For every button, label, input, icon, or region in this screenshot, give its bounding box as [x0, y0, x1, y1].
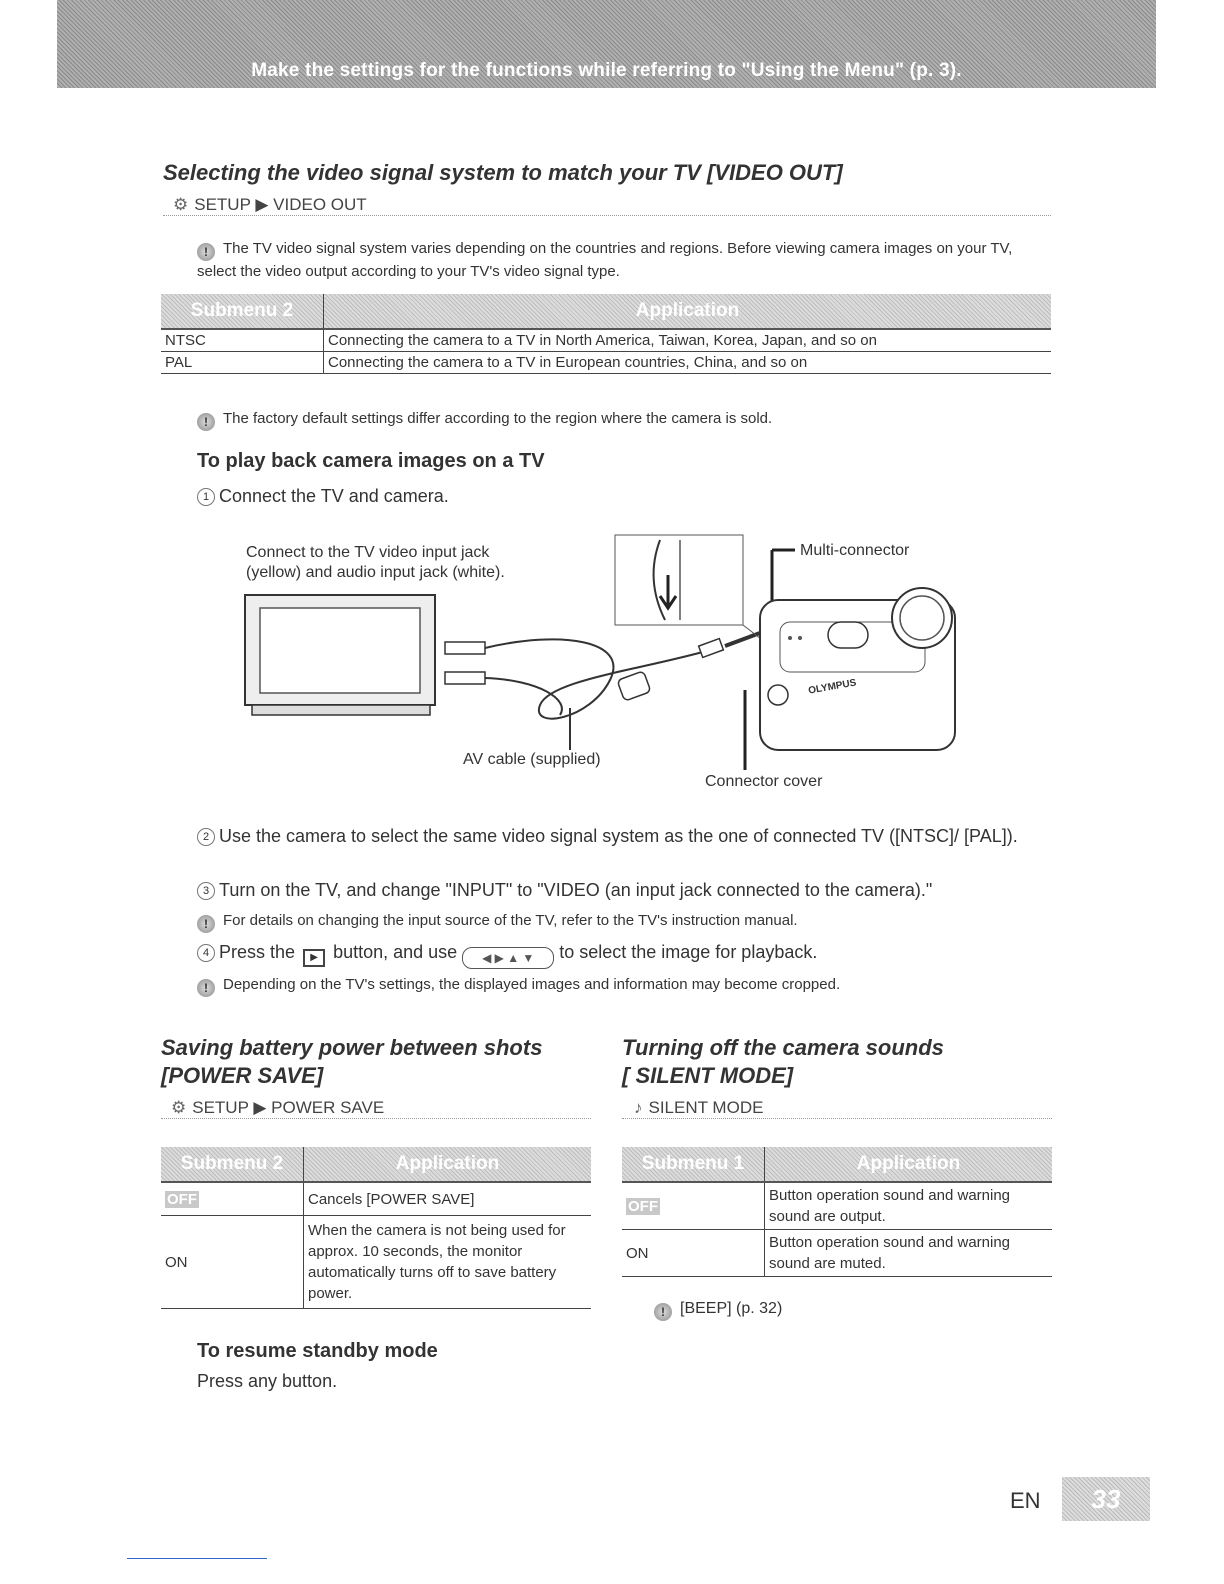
table-header: Application: [765, 1147, 1053, 1182]
playback-note3: ! For details on changing the input source of the TV, refer to the TV's instruction manual.: [197, 910, 1057, 933]
silent-mode-path: ♪ SILENT MODE: [622, 1098, 1052, 1119]
table-row: ON When the camera is not being used for approx. 10 seconds, the monitor automatically turns off to save battery power.: [161, 1216, 591, 1309]
playback-button-icon: ▶: [303, 949, 325, 967]
playback-note4: ! Depending on the TV's settings, the displayed images and information may become cropped.: [197, 974, 1057, 997]
table-header: Submenu 1: [622, 1147, 765, 1182]
note-icon: !: [197, 413, 215, 431]
av-plug-icon: [445, 642, 485, 684]
note-icon: !: [197, 243, 215, 261]
table-header: Application: [304, 1147, 592, 1182]
table-row: NTSC Connecting the camera to a TV in North America, Taiwan, Korea, Japan, and so on: [161, 329, 1051, 352]
video-out-note2: ! The factory default settings differ according to the region where the camera is sold.: [197, 408, 1047, 431]
table-row: OFF Button operation sound and warning sound are output.: [622, 1182, 1052, 1230]
banner-text: Make the settings for the functions while referring to "Using the Menu" (p. 3).: [251, 60, 962, 81]
step-2: 2 Use the camera to select the same video signal system as the one of connected TV ([NTSC]/ [PAL]).: [197, 824, 1057, 848]
note-icon: !: [197, 979, 215, 997]
connector-inset: [615, 535, 743, 625]
note-icon: !: [197, 915, 215, 933]
silent-mode-icon: ♪: [634, 1098, 643, 1117]
page-number: 33: [1062, 1477, 1150, 1521]
top-banner: [57, 0, 1156, 88]
table-header: Submenu 2: [161, 294, 324, 329]
table-row: ON Button operation sound and warning sound are muted.: [622, 1230, 1052, 1277]
step-number: 4: [197, 944, 215, 962]
silent-mode-table: [622, 1147, 1052, 1277]
step-number: 3: [197, 882, 215, 900]
power-save-path: ⚙ SETUP ▶ POWER SAVE: [161, 1098, 591, 1119]
step-3: 3 Turn on the TV, and change "INPUT" to "VIDEO (an input jack connected to the camera).": [197, 878, 1057, 902]
playback-title: To play back camera images on a TV: [197, 450, 545, 472]
arrow-pad-icon: ◀ ▶ ▲ ▼: [462, 947, 554, 969]
caption-connector-cover: Connector cover: [705, 773, 823, 790]
step-number: 2: [197, 828, 215, 846]
table-row: PAL Connecting the camera to a TV in European countries, China, and so on: [161, 352, 1051, 374]
tv-icon: [245, 595, 435, 715]
video-out-note1: ! The TV video signal system varies depending on the countries and regions. Before viewing camera images on your TV, select the video output according to your TV's video signal type.: [197, 240, 1013, 280]
wrench-icon: ⚙: [173, 195, 189, 214]
silent-mode-note: ! [BEEP] (p. 32): [654, 1298, 782, 1321]
power-save-table: [161, 1147, 591, 1309]
silent-mode-title: Turning off the camera sounds [ SILENT MODE]: [622, 1035, 944, 1088]
footer-rule: [127, 1558, 267, 1559]
note-icon: !: [654, 1303, 672, 1321]
camera-icon: [760, 588, 955, 750]
table-row: OFF Cancels [POWER SAVE]: [161, 1182, 591, 1216]
table-header: Submenu 2: [161, 1147, 304, 1182]
resume-title: To resume standby mode: [197, 1340, 438, 1362]
video-out-table: [161, 294, 1051, 374]
caption-connect: Connect to the TV video input jack (yellow) and audio input jack (white).: [246, 544, 505, 581]
power-save-title: Saving battery power between shots [POWER SAVE]: [161, 1035, 543, 1088]
step-number: 1: [197, 488, 215, 506]
resume-text: Press any button.: [197, 1371, 338, 1391]
table-header: Application: [324, 294, 1052, 329]
camera-brand: OLYMPUS: [807, 677, 858, 697]
wrench-icon: ⚙: [171, 1098, 187, 1117]
caption-multi-connector: Multi-connector: [800, 542, 910, 559]
step-4: 4 Press the ▶ button, and use ◀ ▶ ▲ ▼ to select the image for playback.: [197, 940, 1057, 969]
video-out-title: Selecting the video signal system to match your TV [VIDEO OUT]: [163, 160, 843, 185]
caption-av-cable: AV cable (supplied): [463, 751, 601, 768]
av-cable-line: [485, 639, 710, 718]
language-label: EN: [1010, 1488, 1041, 1513]
step-1: 1 Connect the TV and camera.: [197, 484, 449, 508]
video-out-path: ⚙ SETUP ▶ VIDEO OUT: [163, 195, 1051, 216]
tv-camera-connection-illustration: [240, 530, 970, 770]
